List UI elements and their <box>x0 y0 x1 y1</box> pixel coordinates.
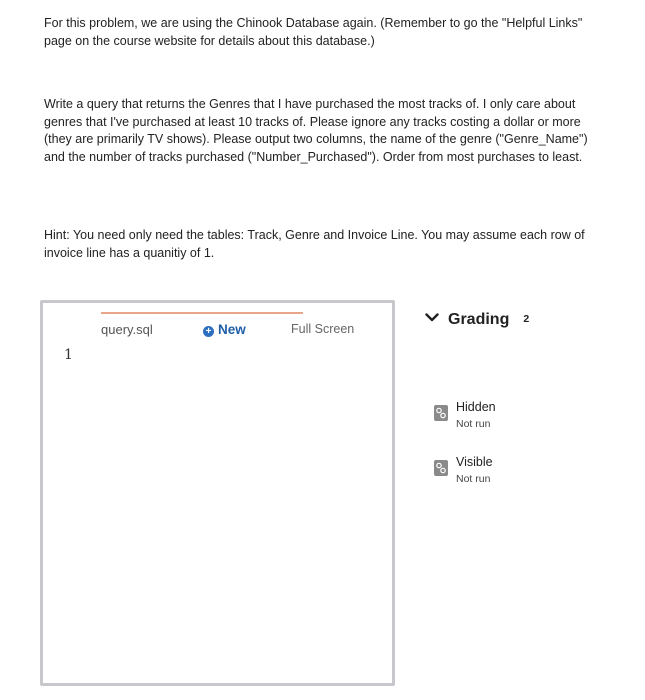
active-tab-indicator <box>101 312 303 314</box>
grading-toggle[interactable] <box>425 309 529 329</box>
test-name: Visible <box>456 455 493 469</box>
hint-paragraph: Hint: You need only need the tables: Track, Genre and Invoice Line. You may assume each row of invoice line has a quanitiy of 1. <box>44 228 585 260</box>
grading-title: Grading <box>448 311 510 328</box>
plus-circle-icon: + <box>203 326 214 337</box>
test-status: Not run <box>456 473 491 485</box>
new-file-button[interactable] <box>203 322 246 337</box>
tab-bar-divider <box>101 313 303 314</box>
task-paragraph: Write a query that returns the Genres that I have purchased the most tracks of. I only care about genres that I've purchased at least 10 tracks of. Please ignore any tracks costing a dollar or more (they are primarily TV shows). Please output two columns, the name of the genre ("Genre_Name") and the number of tracks purchased ("Number_Purchased"). Order from most purchases to least. <box>44 97 588 164</box>
grading-count-badge: 2 <box>523 313 530 325</box>
code-editor[interactable] <box>40 300 395 686</box>
intro-paragraph: For this problem, we are using the Chinook Database again. (Remember to go the "Helpful Links" page on the course website for details about this database.) <box>44 16 583 48</box>
gear-icon <box>434 460 448 476</box>
new-file-label: New <box>218 322 246 337</box>
gear-icon <box>434 405 448 421</box>
line-number: 1 <box>64 347 73 363</box>
full-screen-button[interactable]: Full Screen <box>291 322 355 336</box>
tab-query-sql[interactable]: query.sql <box>101 322 153 337</box>
test-name: Hidden <box>456 400 496 414</box>
test-status: Not run <box>456 418 491 430</box>
chevron-down-icon <box>425 309 439 327</box>
